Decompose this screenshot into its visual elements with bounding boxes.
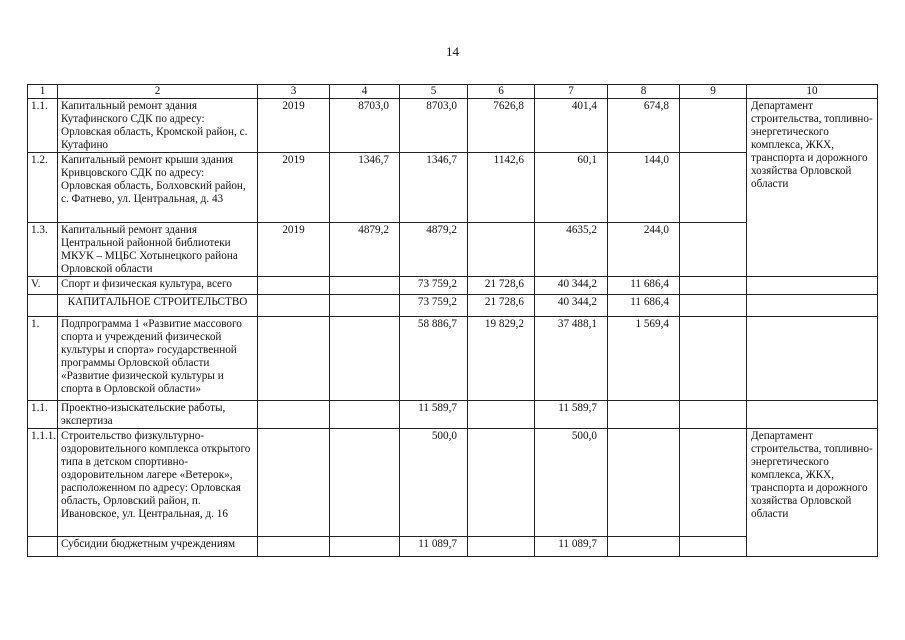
row-name: Подпрограмма 1 «Развитие массового спорта и учреждений физической культуры и спорта» государственной программы Орловской области «Развитие физической культуры и спорта в Орловской области» <box>58 317 258 401</box>
col-header: 7 <box>535 85 608 99</box>
row-cell <box>680 537 747 557</box>
row-cell: 58 886,7 <box>400 317 468 401</box>
row-cell <box>330 295 400 317</box>
table-row <box>28 401 878 429</box>
row-number: V. <box>28 277 58 295</box>
row-cell: 500,0 <box>535 429 608 537</box>
row-cell: 40 344,2 <box>535 295 608 317</box>
col-header: 8 <box>608 85 680 99</box>
responsible-agency: Департамент строительства, топливно-энергетического комплекса, ЖКХ, транспорта и дорожного хозяйства Орловской области <box>747 99 878 277</box>
row-number <box>28 295 58 317</box>
row-name: Капитальный ремонт здания Кутафинского СДК по адресу: Орловская область, Кромской район, с. Кутафино <box>58 99 258 153</box>
row-cell <box>330 317 400 401</box>
row-year <box>258 277 330 295</box>
row-cell <box>608 429 680 537</box>
responsible-agency: Департамент строительства, топливно-энергетического комплекса, ЖКХ, транспорта и дорожного хозяйства Орловской области <box>747 429 878 557</box>
row-cell: 500,0 <box>400 429 468 537</box>
row-cell: 19 829,2 <box>468 317 535 401</box>
table-row <box>28 295 878 317</box>
row-cell <box>330 401 400 429</box>
row-cell: 674,8 <box>608 99 680 153</box>
col-header: 1 <box>28 85 58 99</box>
row-name: КАПИТАЛЬНОЕ СТРОИТЕЛЬСТВО <box>58 295 258 317</box>
row-name: Спорт и физическая культура, всего <box>58 277 258 295</box>
col-header: 5 <box>400 85 468 99</box>
row-cell <box>680 277 747 295</box>
row-cell <box>680 99 747 153</box>
col-header: 4 <box>330 85 400 99</box>
col-header: 6 <box>468 85 535 99</box>
row-year: 2019 <box>258 99 330 153</box>
row-cell: 1142,6 <box>468 153 535 223</box>
row-cell: 11 089,7 <box>535 537 608 557</box>
row-cell <box>747 295 878 317</box>
row-name: Капитальный ремонт крыши здания Кривцовского СДК по адресу: Орловская область, Болховский район, с. Фатнево, ул. Центральная, д. 43 <box>58 153 258 223</box>
budget-table <box>27 84 878 557</box>
row-cell: 11 589,7 <box>535 401 608 429</box>
row-cell <box>468 429 535 537</box>
row-cell <box>468 401 535 429</box>
row-cell: 8703,0 <box>330 99 400 153</box>
row-year <box>258 537 330 557</box>
table-row <box>28 99 878 153</box>
row-cell <box>468 223 535 277</box>
row-name: Проектно-изыскательские работы, экспертиза <box>58 401 258 429</box>
row-year <box>258 401 330 429</box>
row-cell <box>747 277 878 295</box>
page-number: 14 <box>446 44 459 59</box>
row-number: 1.1. <box>28 401 58 429</box>
col-header: 9 <box>680 85 747 99</box>
header-row <box>28 85 878 99</box>
row-cell: 401,4 <box>535 99 608 153</box>
row-cell: 4879,2 <box>400 223 468 277</box>
row-cell <box>608 401 680 429</box>
row-cell: 21 728,6 <box>468 277 535 295</box>
row-cell: 1 569,4 <box>608 317 680 401</box>
row-cell <box>680 295 747 317</box>
row-cell: 11 589,7 <box>400 401 468 429</box>
row-cell <box>330 429 400 537</box>
row-cell: 60,1 <box>535 153 608 223</box>
row-cell: 37 488,1 <box>535 317 608 401</box>
row-cell <box>747 401 878 429</box>
row-cell: 4635,2 <box>535 223 608 277</box>
row-cell: 1346,7 <box>330 153 400 223</box>
row-number <box>28 537 58 557</box>
col-header: 2 <box>58 85 258 99</box>
table-row <box>28 317 878 401</box>
row-cell <box>680 153 747 223</box>
table-row <box>28 277 878 295</box>
row-cell: 11 686,4 <box>608 295 680 317</box>
row-cell: 73 759,2 <box>400 295 468 317</box>
table-row <box>28 429 878 537</box>
col-header: 3 <box>258 85 330 99</box>
row-name: Субсидии бюджетным учреждениям <box>58 537 258 557</box>
row-cell: 1346,7 <box>400 153 468 223</box>
row-cell <box>330 537 400 557</box>
row-number: 1.1. <box>28 99 58 153</box>
row-cell <box>680 223 747 277</box>
row-cell: 4879,2 <box>330 223 400 277</box>
row-name: Строительство физкультурно-оздоровительного комплекса открытого типа в детском спортивно-оздоровительном лагере «Ветерок», расположенном по адресу: Орловская область, Орловский район, п. Ивановское, ул. Центральная, д. 16 <box>58 429 258 537</box>
row-number: 1.3. <box>28 223 58 277</box>
row-year: 2019 <box>258 153 330 223</box>
row-year: 2019 <box>258 223 330 277</box>
row-cell <box>680 429 747 537</box>
row-year <box>258 295 330 317</box>
row-cell <box>680 317 747 401</box>
row-number: 1.1.1. <box>28 429 58 537</box>
row-cell <box>468 537 535 557</box>
row-cell: 21 728,6 <box>468 295 535 317</box>
row-cell: 8703,0 <box>400 99 468 153</box>
row-year <box>258 317 330 401</box>
row-cell: 144,0 <box>608 153 680 223</box>
row-cell <box>330 277 400 295</box>
row-year <box>258 429 330 537</box>
row-cell: 73 759,2 <box>400 277 468 295</box>
row-cell: 7626,8 <box>468 99 535 153</box>
row-number: 1.2. <box>28 153 58 223</box>
row-cell <box>608 537 680 557</box>
row-cell <box>747 317 878 401</box>
row-cell: 40 344,2 <box>535 277 608 295</box>
row-cell: 11 686,4 <box>608 277 680 295</box>
col-header: 10 <box>747 85 878 99</box>
row-cell: 11 089,7 <box>400 537 468 557</box>
row-name: Капитальный ремонт здания Центральной районной библиотеки МКУК – МЦБС Хотынецкого района Орловской области <box>58 223 258 277</box>
row-cell <box>680 401 747 429</box>
row-number: 1. <box>28 317 58 401</box>
row-cell: 244,0 <box>608 223 680 277</box>
